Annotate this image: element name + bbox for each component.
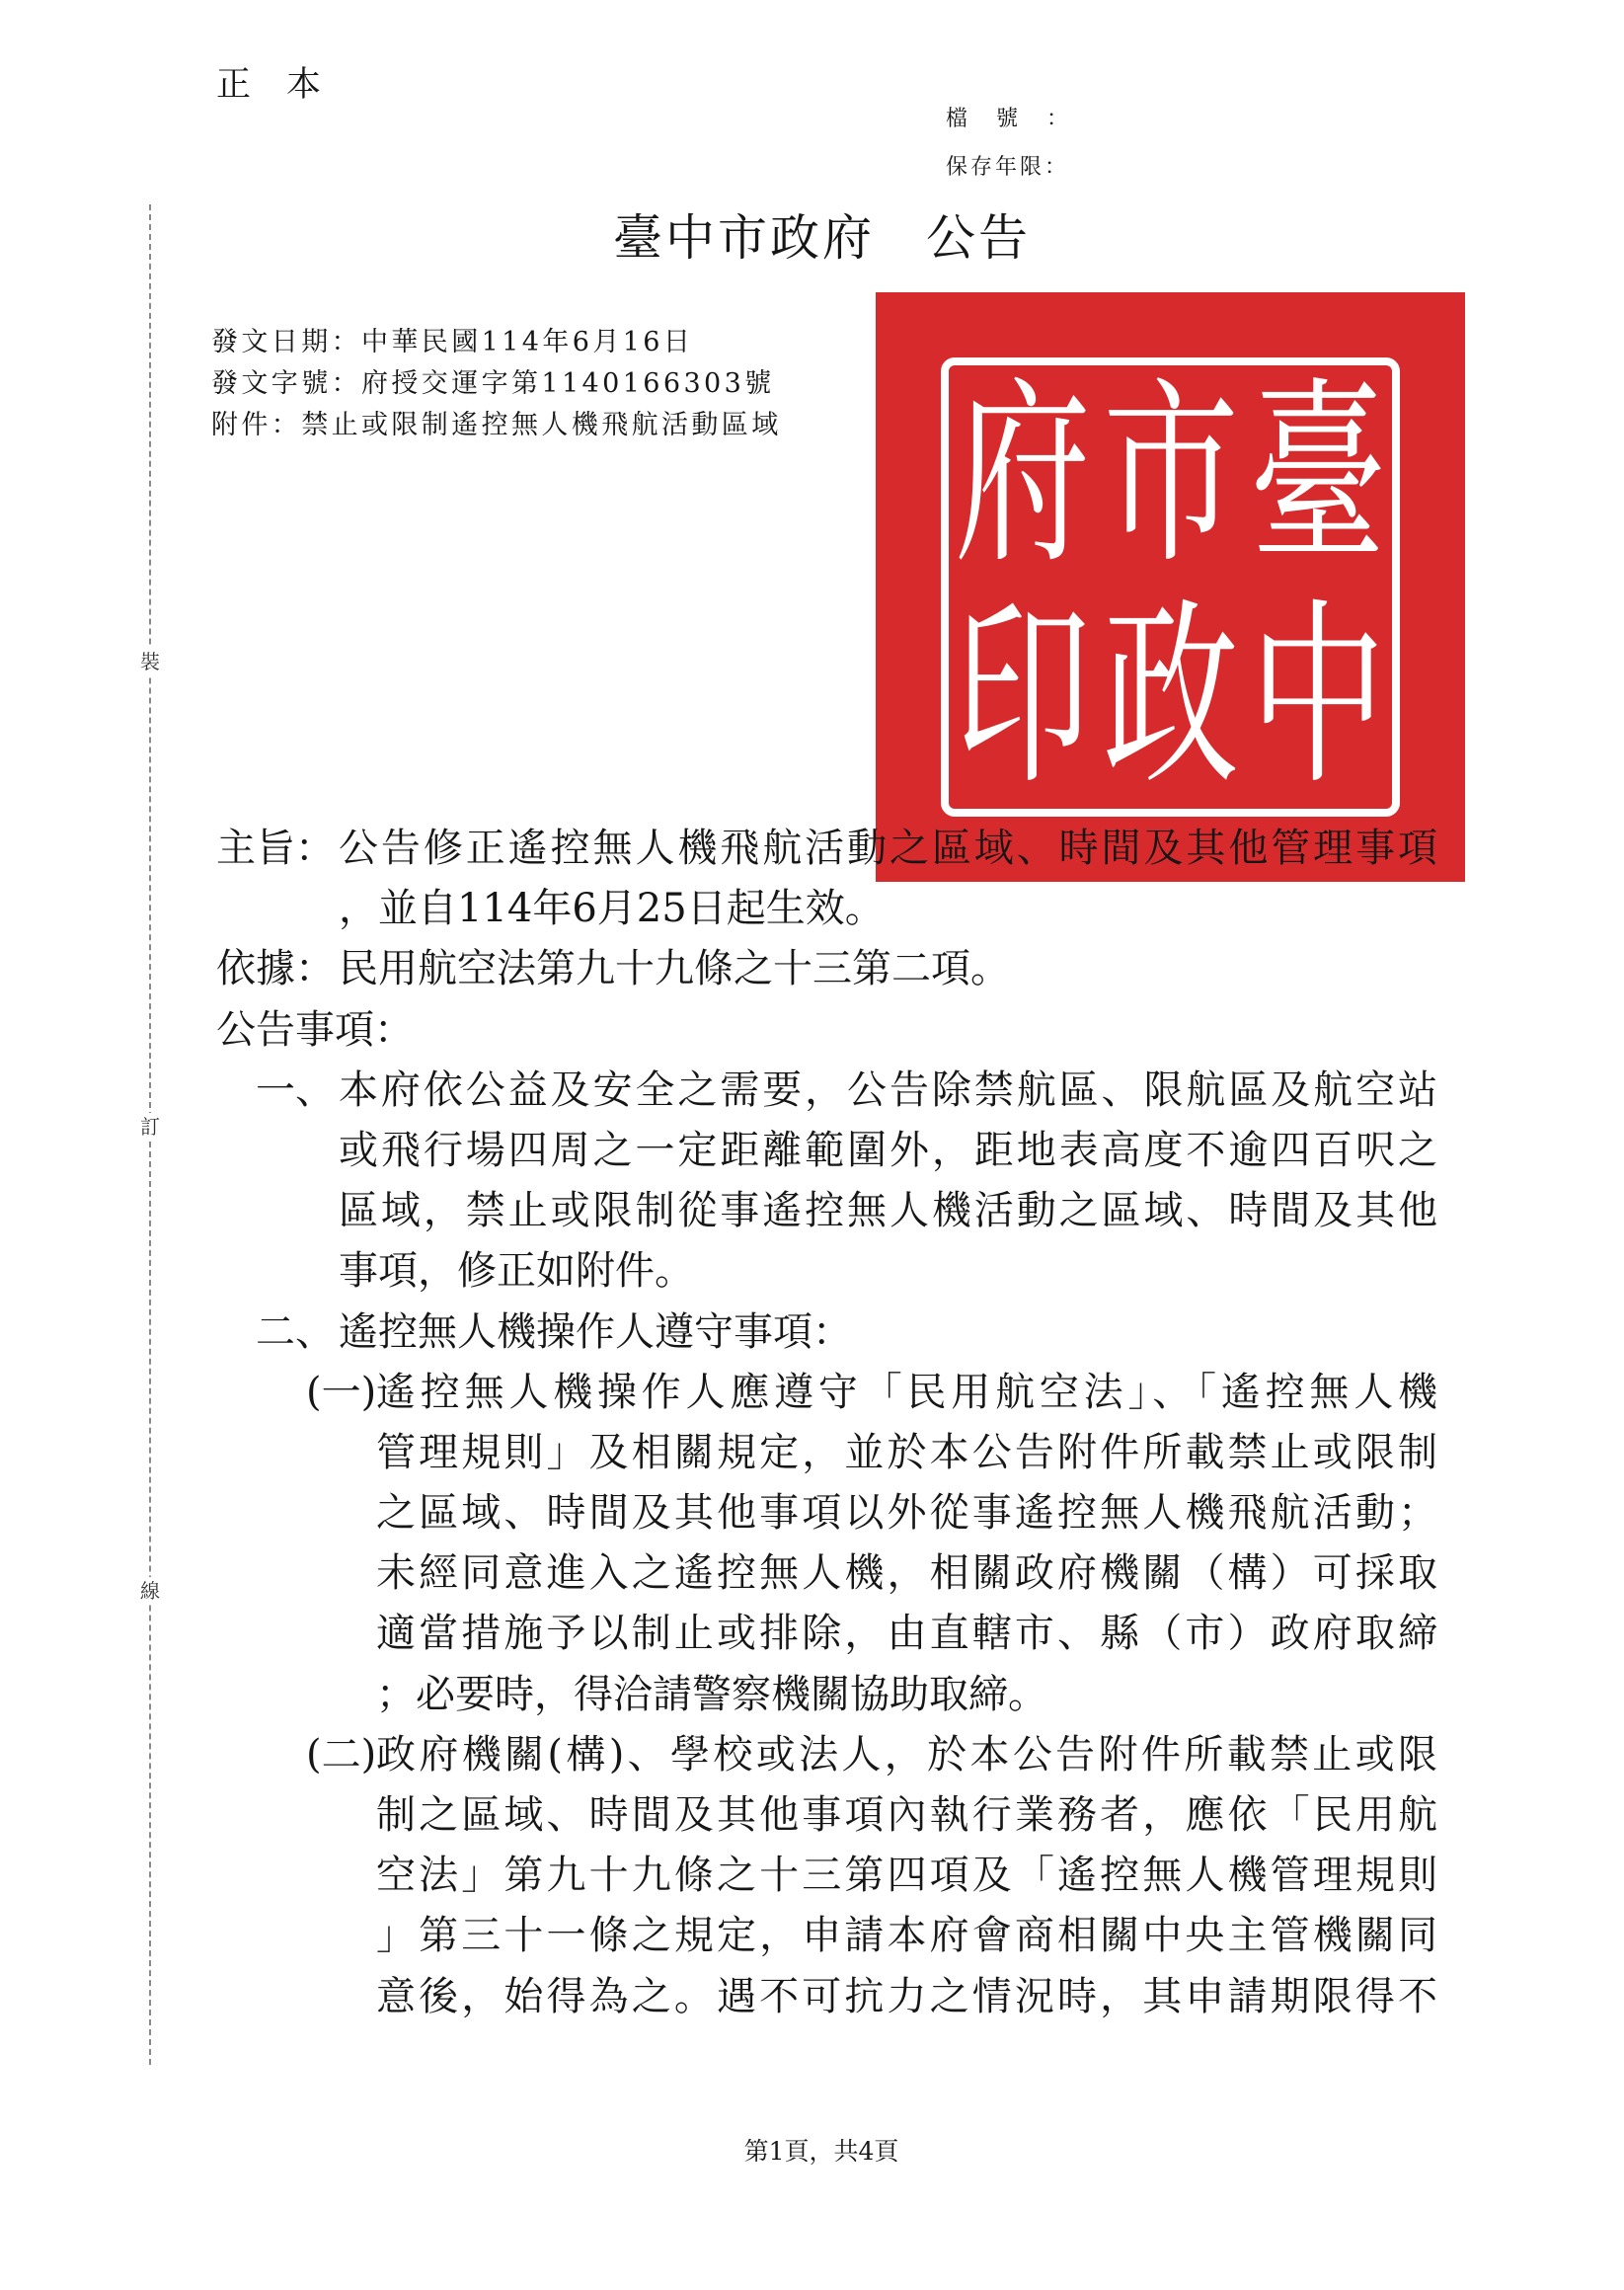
document-number-row xyxy=(211,363,782,405)
subitem-text: 意後，始得為之。遇不可抗力之情況時，其申請期限得不 xyxy=(376,1973,1437,2019)
seal-char: 印 xyxy=(954,581,1091,812)
item-text: 事項，修正如附件。 xyxy=(339,1248,694,1295)
subitem-marker: (一) xyxy=(306,1369,377,1415)
subitem-text: 之區域、時間及其他事項以外從事遙控無人機飛航活動； xyxy=(376,1490,1437,1537)
subitem-line xyxy=(216,1665,1437,1725)
subitem-line xyxy=(216,1785,1437,1846)
item-heading: 遙控無人機操作人遵守事項： xyxy=(339,1308,852,1355)
subitem-text: ；必要時，得洽請警察機關協助取締。 xyxy=(376,1671,1047,1717)
subitem-line xyxy=(216,1906,1437,1966)
subject-text: ，並自114年6月25日起生效。 xyxy=(339,886,885,932)
item-text: 區域，禁止或限制從事遙控無人機活動之區域、時間及其他 xyxy=(339,1188,1437,1234)
item-marker: 二、 xyxy=(256,1308,335,1355)
item-line xyxy=(216,1181,1437,1241)
binding-mark-top: 裝 xyxy=(134,648,166,675)
basis-text: 民用航空法第九十九條之十三第二項。 xyxy=(339,946,1010,992)
issue-date: 中華民國114年6月16日 xyxy=(361,327,694,357)
title-agency: 臺中市政府 xyxy=(613,209,875,267)
subitem-line xyxy=(216,1604,1437,1664)
page-number: 第1頁，共4頁 xyxy=(743,2137,899,2166)
title-doc-type: 公告 xyxy=(926,209,1031,267)
issue-date-label: 發文日期： xyxy=(211,327,361,357)
subject-text: 公告修正遙控無人機飛航活動之區域、時間及其他管理事項 xyxy=(339,826,1437,871)
basis-label: 依據： xyxy=(216,946,335,992)
item-text: 本府依公益及安全之需要，公告除禁航區、限航區及航空站 xyxy=(339,1066,1437,1113)
subject-line xyxy=(216,819,1437,879)
subitem-text: 未經同意進入之遙控無人機，相關政府機關（構）可採取 xyxy=(376,1550,1437,1597)
basis-line xyxy=(216,939,1437,999)
subitem-line xyxy=(216,1543,1437,1604)
subitem-text: 政府機關(構)、學校或法人，於本公告附件所載禁止或限 xyxy=(376,1731,1437,1777)
seal-char: 臺 xyxy=(1249,359,1386,591)
seal-char: 府 xyxy=(954,359,1091,591)
attachment-title: 禁止或限制遙控無人機飛航活動區域 xyxy=(301,410,782,440)
item-text: 或飛行場四周之一定距離範圍外，距地表高度不逾四百呎之 xyxy=(339,1127,1437,1173)
subitem-text: 空法」第九十九條之十三第四項及「遙控無人機管理規則 xyxy=(376,1853,1437,1899)
attachment-row xyxy=(211,405,782,446)
file-number-label: 檔號： xyxy=(946,107,1068,131)
item-line xyxy=(216,1061,1437,1121)
announcement-body xyxy=(216,819,1437,2027)
subitem-text: 遙控無人機操作人應遵守「民用航空法」、「遙控無人機 xyxy=(376,1369,1437,1415)
retention-period-label: 保存年限： xyxy=(946,155,1070,180)
copy-type-label: 正本 xyxy=(216,65,357,105)
subject-label: 主旨： xyxy=(216,826,335,871)
subitem-line xyxy=(216,1967,1437,2027)
item-line xyxy=(216,1303,1437,1363)
seal-char: 市 xyxy=(1102,359,1239,591)
document-meta xyxy=(211,322,782,446)
document-title xyxy=(613,207,1031,269)
document-number-label: 發文字號： xyxy=(211,368,361,399)
attachment-label: 附件： xyxy=(211,410,302,440)
subitem-text: 制之區域、時間及其他事項內執行業務者，應依「民用航 xyxy=(376,1792,1437,1838)
subitem-line xyxy=(216,1363,1437,1423)
subject-line xyxy=(216,879,1437,939)
subitem-line xyxy=(216,1846,1437,1906)
official-seal xyxy=(876,292,1465,882)
issue-date-row xyxy=(211,322,782,363)
document-number: 府授交運字第1140166303號 xyxy=(361,368,775,399)
notice-heading: 公告事項： xyxy=(216,1006,414,1053)
item-line xyxy=(216,1241,1437,1302)
seal-char: 政 xyxy=(1102,581,1239,812)
item-line xyxy=(216,1121,1437,1181)
subitem-marker: (二) xyxy=(306,1731,377,1777)
binding-mark-middle: 訂 xyxy=(134,1113,166,1141)
subitem-line xyxy=(216,1483,1437,1543)
seal-frame xyxy=(941,357,1400,817)
notice-heading-line xyxy=(216,1000,1437,1061)
seal-char: 中 xyxy=(1249,581,1386,812)
subitem-text: 管理規則」及相關規定，並於本公告附件所載禁止或限制 xyxy=(376,1429,1437,1475)
binding-mark-bottom: 線 xyxy=(134,1577,166,1605)
item-marker: 一、 xyxy=(256,1066,335,1113)
subitem-text: 適當措施予以制止或排除，由直轄市、縣（市）政府取締 xyxy=(376,1611,1437,1657)
subitem-text: 」第三十一條之規定，申請本府會商相關中央主管機關同 xyxy=(376,1913,1437,1959)
subitem-line xyxy=(216,1423,1437,1483)
subitem-line xyxy=(216,1725,1437,1785)
